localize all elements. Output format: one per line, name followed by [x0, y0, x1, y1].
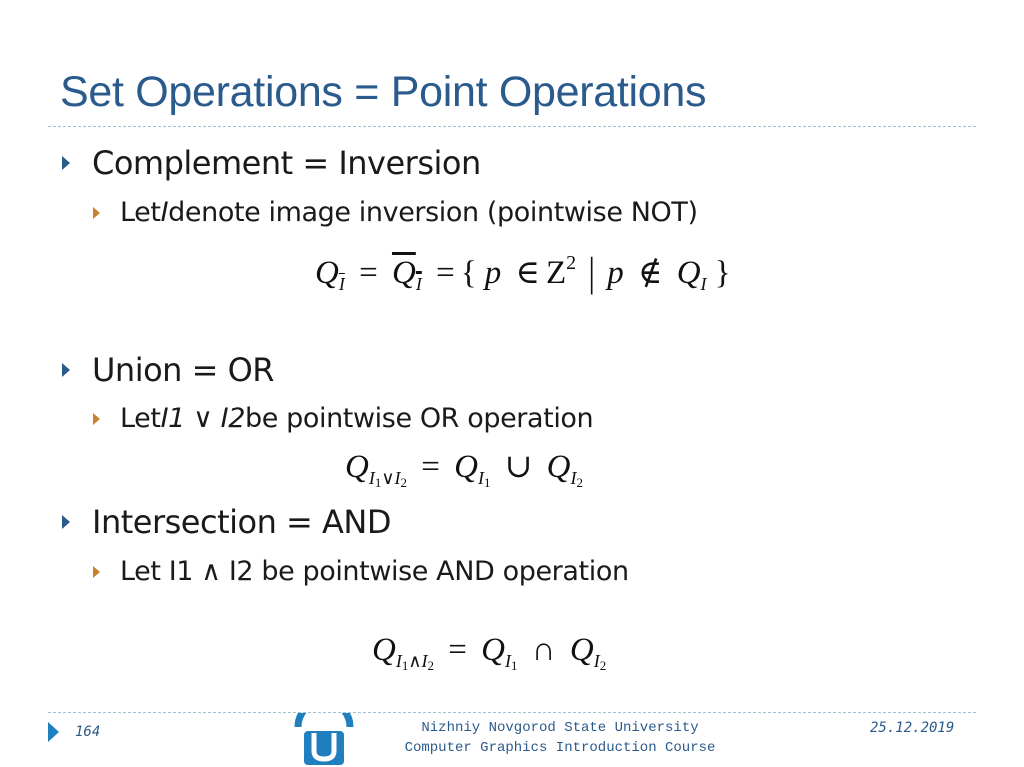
bullet-intersection	[62, 503, 391, 541]
sub-bullet-text-pre: Let I1 ∧ I2 be pointwise AND operation	[120, 556, 629, 587]
formula-union: $Q_{I_1\vee I_2} = Q_{I_1}$ ∪ $Q_{I_2}$	[345, 449, 583, 490]
footer-page-indicator	[48, 722, 100, 742]
bullet-complement	[62, 144, 481, 182]
slide-title: Set Operations = Point Operations	[60, 68, 707, 116]
title-divider	[48, 126, 976, 127]
bullet-text: Intersection = AND	[92, 503, 391, 541]
footer-university: Nizhniy Novgorod State University	[421, 720, 699, 736]
formula-intersection: $Q_{I_1\wedge I_2} = Q_{I_1}$ ∩ $Q_{I_2}$	[372, 632, 607, 673]
page-number: 164	[75, 724, 101, 740]
sub-bullet-variable: I	[160, 197, 169, 228]
formula-complement: $Q_{\overline{I}} = Q_I$ = { p ∈ $Z^2$ | p ∉ $Q_I$ }	[315, 250, 731, 296]
sub-bullet-variable: I1 ∨ I2	[160, 403, 245, 434]
footer-institution	[340, 718, 780, 758]
footer-course: Computer Graphics Introduction Course	[404, 740, 716, 756]
footer-date: 25.12.2019	[870, 720, 955, 736]
sub-bullet-text-pre: Let	[120, 403, 161, 434]
sub-bullet-arrow-icon	[93, 566, 100, 578]
sub-bullet-text-post: denote image inversion (pointwise NOT)	[168, 197, 698, 228]
sub-bullet-union	[93, 403, 593, 434]
sub-bullet-arrow-icon	[93, 207, 100, 219]
footer-divider	[48, 712, 976, 713]
bullet-arrow-icon	[62, 515, 70, 529]
footer-arrow-icon	[48, 722, 59, 742]
bullet-text: Union = OR	[92, 351, 275, 389]
bullet-text: Complement = Inversion	[92, 144, 481, 182]
svg-text:УНИВЕРСИТЕТ: УНИВЕРСИТЕТ	[305, 721, 343, 727]
bullet-union	[62, 351, 274, 389]
sub-bullet-text-pre: Let	[120, 197, 161, 228]
bullet-arrow-icon	[62, 363, 70, 377]
bullet-arrow-icon	[62, 156, 70, 170]
sub-bullet-text-post: be pointwise OR operation	[245, 403, 594, 434]
sub-bullet-inversion	[93, 197, 698, 228]
sub-bullet-intersection	[93, 556, 629, 587]
sub-bullet-arrow-icon	[93, 413, 100, 425]
